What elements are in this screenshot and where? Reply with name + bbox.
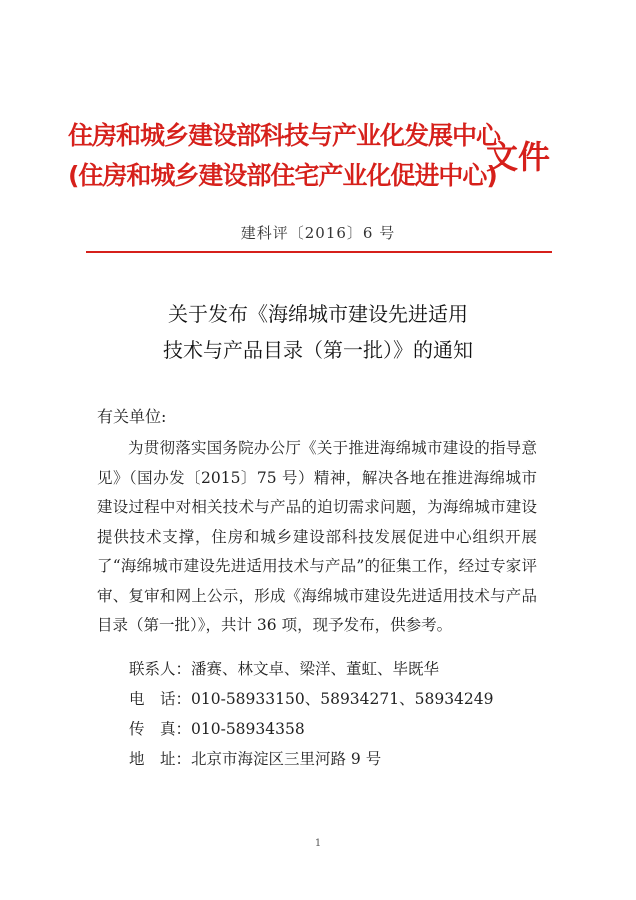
contact-info	[129, 654, 494, 774]
contact-label: 电 话：	[129, 690, 192, 708]
contact-value: 潘赛、林文卓、梁洋、董虹、毕既华	[191, 660, 440, 678]
org-name-line-1: 住房和城乡建设部科技与产业化发展中心	[68, 121, 501, 150]
contact-label: 联系人：	[129, 660, 192, 678]
notice-title-line-2: 技术与产品目录（第一批）》的通知	[163, 338, 473, 362]
contact-value: 010-58933150、58934271、58934249	[191, 690, 494, 708]
document-number: 建科评〔2016〕6 号	[240, 224, 396, 242]
body-paragraph: 为贯彻落实国务院办公厅《关于推进海绵城市建设的指导意见》（国办发〔2015〕75 号）精神，解决各地在推进海绵城市建设过程中对相关技术与产品的迫切需求问题，为海绵城市建设提供技术支撑，住房和城乡建设部科技发展促进中心组织开展了“海绵城市建设先进适用技术与产品”的征集工作，经过专家评审、复审和网上公示，形成《海绵城市建设先进适用技术与产品目录（第一批）》，共计 36 项，现予发布，供参考。	[97, 439, 537, 634]
contact-label: 地 址：	[129, 750, 192, 768]
page-number: 1	[314, 838, 322, 849]
document-type-label: 文件	[486, 138, 551, 176]
contact-value: 北京市海淀区三里河路 9 号	[191, 750, 382, 768]
contact-row-person	[129, 654, 494, 684]
notice-title-line-1: 关于发布《海绵城市建设先进适用	[168, 302, 468, 326]
issuing-organization	[68, 116, 500, 196]
salutation: 有关单位:	[97, 407, 167, 426]
notice-body	[97, 434, 537, 641]
contact-row-address	[129, 744, 494, 774]
red-divider-line	[86, 251, 552, 253]
contact-row-fax	[129, 714, 494, 744]
contact-row-phone	[129, 684, 494, 714]
contact-label: 传 真：	[129, 720, 192, 738]
notice-title	[0, 296, 636, 368]
org-name-line-2: (住房和城乡建设部住宅产业化促进中心)	[68, 161, 497, 190]
contact-value: 010-58934358	[191, 720, 305, 738]
